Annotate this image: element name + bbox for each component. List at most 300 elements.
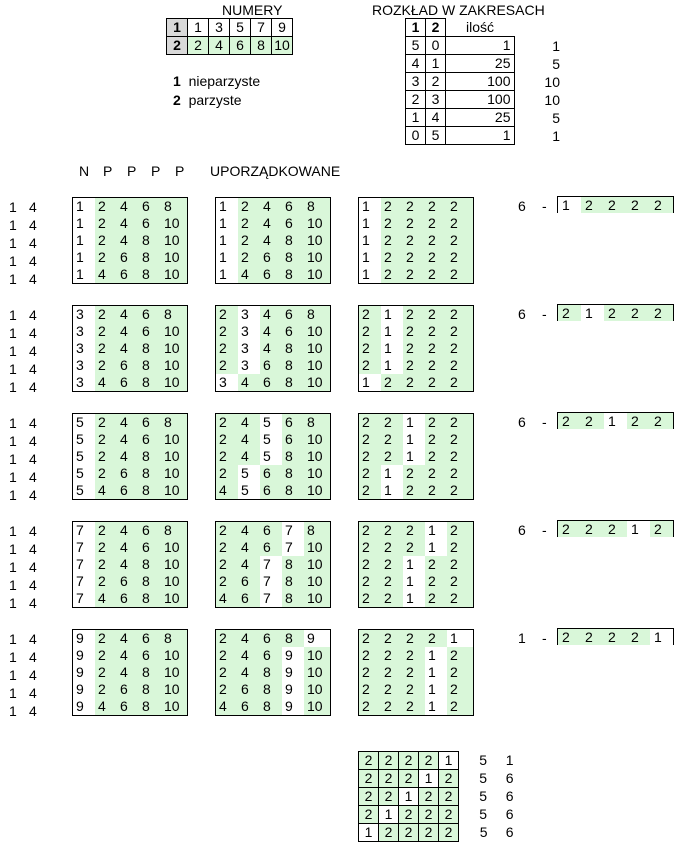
- pair-even-count: 4: [29, 235, 37, 251]
- parity-code-table-cell: 2: [381, 698, 403, 716]
- raw-combination-table-row: [73, 374, 188, 392]
- rozklad-cell: 4: [406, 55, 426, 73]
- parity-code-table-row: [359, 539, 474, 556]
- raw-combination-table-cell: 4: [117, 215, 139, 232]
- raw-combination-table-cell: 2: [95, 573, 117, 590]
- legend-odd: [173, 73, 260, 89]
- sorted-combination-table-cell: 7: [285, 522, 293, 538]
- group-pairs: [9, 414, 37, 504]
- parity-code-table-cell: 2: [381, 232, 403, 249]
- parity-code-table-cell: 2: [425, 215, 447, 232]
- raw-combination-table-cell: 2: [95, 357, 117, 374]
- parity-code-table-cell: 2: [381, 215, 403, 232]
- sorted-combination-table-cell: 6: [260, 357, 282, 374]
- rozklad-row: [406, 109, 515, 127]
- group-result-cell: 2: [650, 413, 674, 430]
- group-result-cell: 2: [604, 305, 627, 322]
- pair-even-count: 4: [29, 541, 37, 557]
- parity-code-table-cell: 2: [425, 448, 447, 465]
- raw-combination-table-cell: 6: [117, 681, 139, 698]
- pair-odd-count: 1: [9, 217, 17, 233]
- sorted-combination-table-row: [216, 249, 331, 266]
- sorted-combination-table-cell: 4: [238, 266, 260, 284]
- parity-code-table: [358, 521, 474, 608]
- raw-combination-table-cell: 6: [139, 323, 161, 340]
- raw-combination-table-row: [73, 539, 188, 556]
- rozklad-header-cell: 1: [406, 19, 426, 37]
- parity-code-table-cell: 2: [425, 630, 447, 648]
- sorted-combination-table-cell: 2: [216, 556, 239, 573]
- sorted-combination-table-cell: 2: [216, 664, 239, 681]
- raw-combination-table-cell: 3: [76, 357, 84, 373]
- raw-combination-table-cell: 4: [95, 482, 117, 500]
- raw-combination-table-cell: 8: [139, 664, 161, 681]
- parity-code-table-cell: 2: [403, 249, 425, 266]
- parity-code-table-cell: 2: [447, 266, 474, 284]
- sorted-combination-table-row: [216, 681, 331, 698]
- raw-combination-table-cell: 10: [161, 357, 188, 374]
- summary-code: 2: [399, 824, 419, 842]
- sorted-combination-table-row: [216, 698, 331, 716]
- raw-combination-table-cell: 10: [161, 215, 188, 232]
- sorted-combination-table-cell: 4: [260, 198, 282, 216]
- summary-b: 6: [505, 770, 514, 786]
- raw-combination-table-cell: 3: [76, 340, 84, 356]
- sorted-combination-table-row: [216, 340, 331, 357]
- rozklad-ilosc: 100: [446, 91, 515, 109]
- sorted-combination-table-cell: 2: [216, 681, 239, 698]
- raw-combination-table-cell: 5: [76, 414, 84, 430]
- group-result-cell: 1: [631, 521, 639, 537]
- group-result-cell: 1: [654, 629, 662, 645]
- sorted-combination-table-cell: 8: [282, 448, 304, 465]
- numery-row-odd: [167, 19, 293, 37]
- group-result-cell: 2: [558, 413, 582, 430]
- raw-combination-table-row: [73, 647, 188, 664]
- parity-code-table-cell: 2: [381, 664, 403, 681]
- raw-combination-table-cell: 6: [117, 266, 139, 284]
- group-result-cell: 2: [627, 197, 650, 214]
- raw-combination-table-row: [73, 414, 188, 432]
- parity-code-table-cell: 1: [406, 590, 414, 606]
- raw-combination-table-cell: 2: [95, 198, 117, 216]
- raw-combination-table-cell: 9: [76, 630, 84, 646]
- sorted-combination-table-cell: 10: [304, 539, 331, 556]
- rozklad-extra: 1: [552, 38, 560, 54]
- parity-code-table-cell: 2: [381, 414, 403, 432]
- raw-combination-table: [72, 413, 188, 500]
- parity-code-table-row: [359, 465, 474, 482]
- parity-code-table-cell: 2: [381, 556, 403, 573]
- rozklad-cell: 1: [426, 55, 446, 73]
- sorted-combination-table-cell: 6: [238, 573, 260, 590]
- raw-combination-table-row: [73, 590, 188, 608]
- sorted-combination-table-cell: 2: [216, 630, 239, 648]
- parity-code-table-cell: 1: [428, 698, 436, 714]
- pair-line: [9, 450, 37, 468]
- raw-combination-table-cell: 6: [139, 431, 161, 448]
- parity-code-table-row: [359, 630, 474, 648]
- sorted-combination-table-cell: 6: [238, 681, 260, 698]
- parity-code-table-cell: 2: [403, 630, 425, 648]
- raw-combination-table-cell: 10: [161, 374, 188, 392]
- parity-code-table-cell: 2: [403, 340, 425, 357]
- sorted-combination-table-cell: 9: [285, 681, 293, 697]
- sorted-combination-table-cell: 10: [304, 573, 331, 590]
- sorted-combination-table-cell: 4: [238, 630, 260, 648]
- raw-combination-table-cell: 10: [161, 232, 188, 249]
- rozklad-ilosc: 1: [446, 127, 515, 145]
- rozklad-cell: 4: [426, 109, 446, 127]
- parity-code-table-cell: 2: [447, 465, 474, 482]
- rozklad-cell: 5: [426, 127, 446, 145]
- rozklad-cell: 2: [406, 91, 426, 109]
- raw-combination-table-cell: 2: [95, 664, 117, 681]
- sorted-combination-table-cell: 10: [304, 340, 331, 357]
- rozklad-cell: 3: [406, 73, 426, 91]
- pair-even-count: 4: [29, 469, 37, 485]
- sorted-combination-table-cell: 2: [216, 448, 239, 465]
- sorted-combination-table-cell: 8: [260, 698, 282, 716]
- group-result-row: [558, 413, 674, 430]
- raw-combination-table: [72, 305, 188, 392]
- summary-code: 2: [419, 752, 439, 770]
- pair-odd-count: 1: [9, 235, 17, 251]
- rozklad-ilosc: 1: [446, 37, 515, 55]
- pair-odd-count: 1: [9, 541, 17, 557]
- parity-code-table: [358, 197, 474, 284]
- sorted-combination-table-cell: 6: [282, 414, 304, 432]
- parity-code-table-cell: 2: [447, 414, 474, 432]
- raw-combination-table-cell: 2: [95, 630, 117, 648]
- rozklad-table: [405, 18, 515, 145]
- rozklad-header: [406, 19, 515, 37]
- pair-even-count: 4: [29, 595, 37, 611]
- raw-combination-table-cell: 2: [95, 232, 117, 249]
- sorted-combination-table-row: [216, 522, 331, 540]
- pair-line: [9, 486, 37, 504]
- sorted-combination-table-row: [216, 266, 331, 284]
- pair-line: [9, 270, 37, 288]
- parity-code-table-row: [359, 198, 474, 216]
- raw-combination-table-row: [73, 215, 188, 232]
- sorted-combination-table-cell: 4: [260, 306, 282, 324]
- raw-combination-table-cell: 6: [139, 414, 161, 432]
- parity-code-table-cell: 1: [428, 647, 436, 663]
- parity-code-table-cell: 2: [381, 374, 403, 392]
- summary-code: 2: [379, 752, 399, 770]
- summary-code: 1: [419, 770, 439, 788]
- parity-code-table-cell: 1: [362, 266, 370, 282]
- parity-code-table-row: [359, 414, 474, 432]
- parity-code-table-cell: 2: [381, 681, 403, 698]
- rozklad-extra: 5: [552, 110, 560, 126]
- raw-combination-table-cell: 10: [161, 431, 188, 448]
- parity-code-table-row: [359, 249, 474, 266]
- rozklad-row: [406, 127, 515, 145]
- parity-code-table-cell: 2: [447, 323, 474, 340]
- sorted-combination-table-cell: 3: [241, 306, 249, 322]
- raw-combination-table-cell: 8: [161, 414, 188, 432]
- parity-code-table-cell: 2: [381, 266, 403, 284]
- parity-code-table-cell: 2: [403, 306, 425, 324]
- numery-cell: 4: [209, 37, 230, 55]
- parity-code-table-row: [359, 448, 474, 465]
- parity-code-table-cell: 2: [381, 522, 403, 540]
- sorted-combination-table-cell: 8: [304, 414, 331, 432]
- parity-code-table-cell: 2: [403, 522, 425, 540]
- parity-code-table-cell: 2: [425, 482, 447, 500]
- parity-code-table-cell: 2: [403, 198, 425, 216]
- raw-combination-table-row: [73, 198, 188, 216]
- raw-combination-table-cell: 7: [76, 556, 84, 572]
- pair-line: [9, 432, 37, 450]
- group-result-cell: 2: [650, 521, 674, 538]
- numery-cell: 7: [251, 19, 272, 37]
- raw-combination-table-cell: 9: [76, 664, 84, 680]
- raw-combination-table-row: [73, 323, 188, 340]
- raw-combination-table-cell: 4: [117, 556, 139, 573]
- raw-combination-table-cell: 10: [161, 465, 188, 482]
- pair-line: [9, 198, 37, 216]
- pair-odd-count: 1: [9, 667, 17, 683]
- summary-b: 6: [505, 806, 514, 822]
- sorted-combination-table-cell: 6: [282, 215, 304, 232]
- sorted-combination-table-cell: 3: [241, 323, 249, 339]
- sorted-combination-table-cell: 6: [238, 698, 260, 716]
- parity-code-table-cell: 1: [428, 664, 436, 680]
- pair-even-count: 4: [29, 199, 37, 215]
- pair-line: [9, 414, 37, 432]
- sorted-combination-table-row: [216, 306, 331, 324]
- summary-b: 1: [505, 752, 514, 768]
- raw-combination-table-cell: 8: [139, 482, 161, 500]
- parity-code-table-cell: 2: [381, 573, 403, 590]
- sorted-combination-table-cell: 10: [304, 215, 331, 232]
- parity-code-table-cell: 1: [384, 357, 392, 373]
- pair-even-count: 4: [29, 253, 37, 269]
- sorted-combination-table-cell: 6: [260, 465, 282, 482]
- raw-combination-table-cell: 6: [139, 522, 161, 540]
- sorted-combination-table-cell: 6: [260, 374, 282, 392]
- sorted-combination-table-cell: 2: [216, 539, 239, 556]
- legend-label: nieparzyste: [188, 73, 261, 89]
- parity-code-table-cell: 2: [359, 522, 382, 540]
- summary-code: 2: [359, 806, 379, 824]
- raw-combination-table-cell: 4: [117, 198, 139, 216]
- header-ordered: UPORZĄDKOWANE: [210, 163, 341, 179]
- parity-code-table-cell: 2: [447, 681, 474, 698]
- parity-code-table-cell: 2: [447, 357, 474, 374]
- pair-even-count: 4: [29, 361, 37, 377]
- parity-code-table-row: [359, 323, 474, 340]
- numery-cell: 5: [230, 19, 251, 37]
- raw-combination-table-cell: 10: [161, 266, 188, 284]
- raw-combination-table-row: [73, 681, 188, 698]
- pair-even-count: 4: [29, 379, 37, 395]
- parity-code-table-cell: 2: [403, 323, 425, 340]
- parity-code-table-row: [359, 266, 474, 284]
- parity-code-table-row: [359, 482, 474, 500]
- pair-even-count: 4: [29, 523, 37, 539]
- sorted-combination-table-cell: 2: [216, 522, 239, 540]
- parity-code-table-cell: 2: [425, 573, 447, 590]
- raw-combination-table-cell: 6: [117, 465, 139, 482]
- raw-combination-table-cell: 4: [117, 664, 139, 681]
- pair-line: [9, 630, 37, 648]
- sorted-combination-table-cell: 9: [285, 647, 293, 663]
- sorted-combination-table-cell: 6: [238, 590, 260, 608]
- numery-cell: 9: [272, 19, 293, 37]
- pair-odd-count: 1: [9, 307, 17, 323]
- sorted-combination-table-cell: 6: [260, 249, 282, 266]
- sorted-combination-table-cell: 5: [263, 414, 271, 430]
- raw-combination-table-row: [73, 266, 188, 284]
- parity-code-table-cell: 2: [447, 539, 474, 556]
- pair-line: [9, 648, 37, 666]
- sorted-combination-table-row: [216, 590, 331, 608]
- parity-code-table-cell: 1: [406, 573, 414, 589]
- raw-combination-table-row: [73, 465, 188, 482]
- sorted-combination-table-cell: 6: [282, 431, 304, 448]
- group-result-cell: 2: [581, 197, 604, 214]
- pair-odd-count: 1: [9, 433, 17, 449]
- sorted-combination-table-cell: 2: [216, 340, 239, 357]
- numery-cell: 8: [251, 37, 272, 55]
- parity-code-table: [358, 413, 474, 500]
- sorted-combination-table-cell: 3: [241, 340, 249, 356]
- group-result: [557, 412, 674, 429]
- parity-code-table-row: [359, 556, 474, 573]
- sorted-combination-table-cell: 2: [216, 414, 239, 432]
- parity-code-table-cell: 2: [425, 374, 447, 392]
- pair-even-count: 4: [29, 631, 37, 647]
- parity-code-table-row: [359, 664, 474, 681]
- summary-row: [359, 806, 514, 824]
- raw-combination-table-cell: 7: [76, 590, 84, 606]
- parity-code-table-cell: 1: [362, 249, 370, 265]
- pair-line: [9, 468, 37, 486]
- sorted-combination-table-row: [216, 482, 331, 500]
- sorted-combination-table-row: [216, 573, 331, 590]
- parity-code-table-cell: 2: [359, 431, 382, 448]
- parity-code-table-row: [359, 590, 474, 608]
- rozklad-header-cell: 2: [426, 19, 446, 37]
- sorted-combination-table-cell: 2: [216, 573, 239, 590]
- summary-block: [358, 751, 514, 842]
- summary-row: [359, 770, 514, 788]
- raw-combination-table-row: [73, 249, 188, 266]
- rozklad-extra: 1: [552, 128, 560, 144]
- parity-code-table-cell: 2: [425, 465, 447, 482]
- parity-code-table-cell: 1: [406, 431, 414, 447]
- pair-even-count: 4: [29, 451, 37, 467]
- parity-code-table-cell: 1: [406, 414, 414, 430]
- rozklad-extra: 10: [544, 74, 560, 90]
- rozklad-ilosc: 25: [446, 109, 515, 127]
- parity-code-table-cell: 2: [447, 573, 474, 590]
- parity-code-table-cell: 2: [447, 198, 474, 216]
- sorted-combination-table-cell: 4: [216, 482, 239, 500]
- parity-code-table-cell: 2: [425, 340, 447, 357]
- parity-code-table-cell: 2: [403, 232, 425, 249]
- raw-combination-table-cell: 8: [139, 573, 161, 590]
- raw-combination-table-cell: 2: [95, 340, 117, 357]
- pair-odd-count: 1: [9, 325, 17, 341]
- numery-row-even: [167, 37, 293, 55]
- pair-odd-count: 1: [9, 631, 17, 647]
- sorted-combination-table-cell: 3: [219, 374, 227, 390]
- group-count: 6: [518, 414, 526, 430]
- sorted-combination-table-cell: 8: [282, 630, 304, 648]
- sorted-combination-table-cell: 8: [282, 232, 304, 249]
- sorted-combination-table-cell: 10: [304, 357, 331, 374]
- raw-combination-table-cell: 6: [139, 198, 161, 216]
- pair-line: [9, 702, 37, 720]
- group-result-cell: 2: [604, 521, 627, 538]
- pair-odd-count: 1: [9, 379, 17, 395]
- group-result-cell: 2: [581, 521, 604, 538]
- raw-combination-table-cell: 8: [139, 249, 161, 266]
- pair-even-count: 4: [29, 649, 37, 665]
- sorted-combination-table-cell: 5: [263, 431, 271, 447]
- pair-line: [9, 234, 37, 252]
- group-count: 6: [518, 198, 526, 214]
- sorted-combination-table-row: [216, 323, 331, 340]
- raw-combination-table-cell: 2: [95, 215, 117, 232]
- pair-line: [9, 306, 37, 324]
- pair-even-count: 4: [29, 559, 37, 575]
- parity-code-table-cell: 2: [447, 249, 474, 266]
- group-result-cell: 2: [627, 305, 650, 322]
- raw-combination-table-cell: 6: [139, 647, 161, 664]
- summary-a: 5: [479, 788, 487, 804]
- raw-combination-table-cell: 6: [117, 573, 139, 590]
- group-result: [557, 196, 674, 213]
- sorted-combination-table-cell: 8: [304, 306, 331, 324]
- raw-combination-table-row: [73, 448, 188, 465]
- pair-even-count: 4: [29, 325, 37, 341]
- sorted-combination-table-row: [216, 448, 331, 465]
- sorted-combination-table-cell: 2: [238, 198, 260, 216]
- raw-combination-table-cell: 7: [76, 539, 84, 555]
- header-p: P: [127, 163, 137, 179]
- group-result-cell: 1: [562, 197, 570, 213]
- summary-code: 2: [379, 788, 399, 806]
- group-result-cell: 2: [558, 521, 582, 538]
- parity-code-table-cell: 2: [447, 340, 474, 357]
- parity-code-table-cell: 1: [362, 215, 370, 231]
- parity-code-table-cell: 2: [447, 374, 474, 392]
- raw-combination-table-cell: 9: [76, 681, 84, 697]
- pair-line: [9, 360, 37, 378]
- parity-code-table-cell: 2: [447, 448, 474, 465]
- sorted-combination-table-cell: 8: [282, 465, 304, 482]
- raw-combination-table-cell: 6: [117, 698, 139, 716]
- parity-code-table-cell: 2: [403, 698, 425, 716]
- raw-combination-table-cell: 10: [161, 448, 188, 465]
- parity-code-table-cell: 2: [447, 482, 474, 500]
- raw-combination-table-cell: 2: [95, 556, 117, 573]
- parity-code-table-row: [359, 357, 474, 374]
- parity-code-table: [358, 305, 474, 392]
- parity-code-table-cell: 2: [359, 630, 382, 648]
- rozklad-row: [406, 55, 515, 73]
- legend-even: [173, 92, 242, 108]
- pair-odd-count: 1: [9, 253, 17, 269]
- sorted-combination-table: [215, 629, 331, 716]
- parity-code-table-cell: 2: [359, 681, 382, 698]
